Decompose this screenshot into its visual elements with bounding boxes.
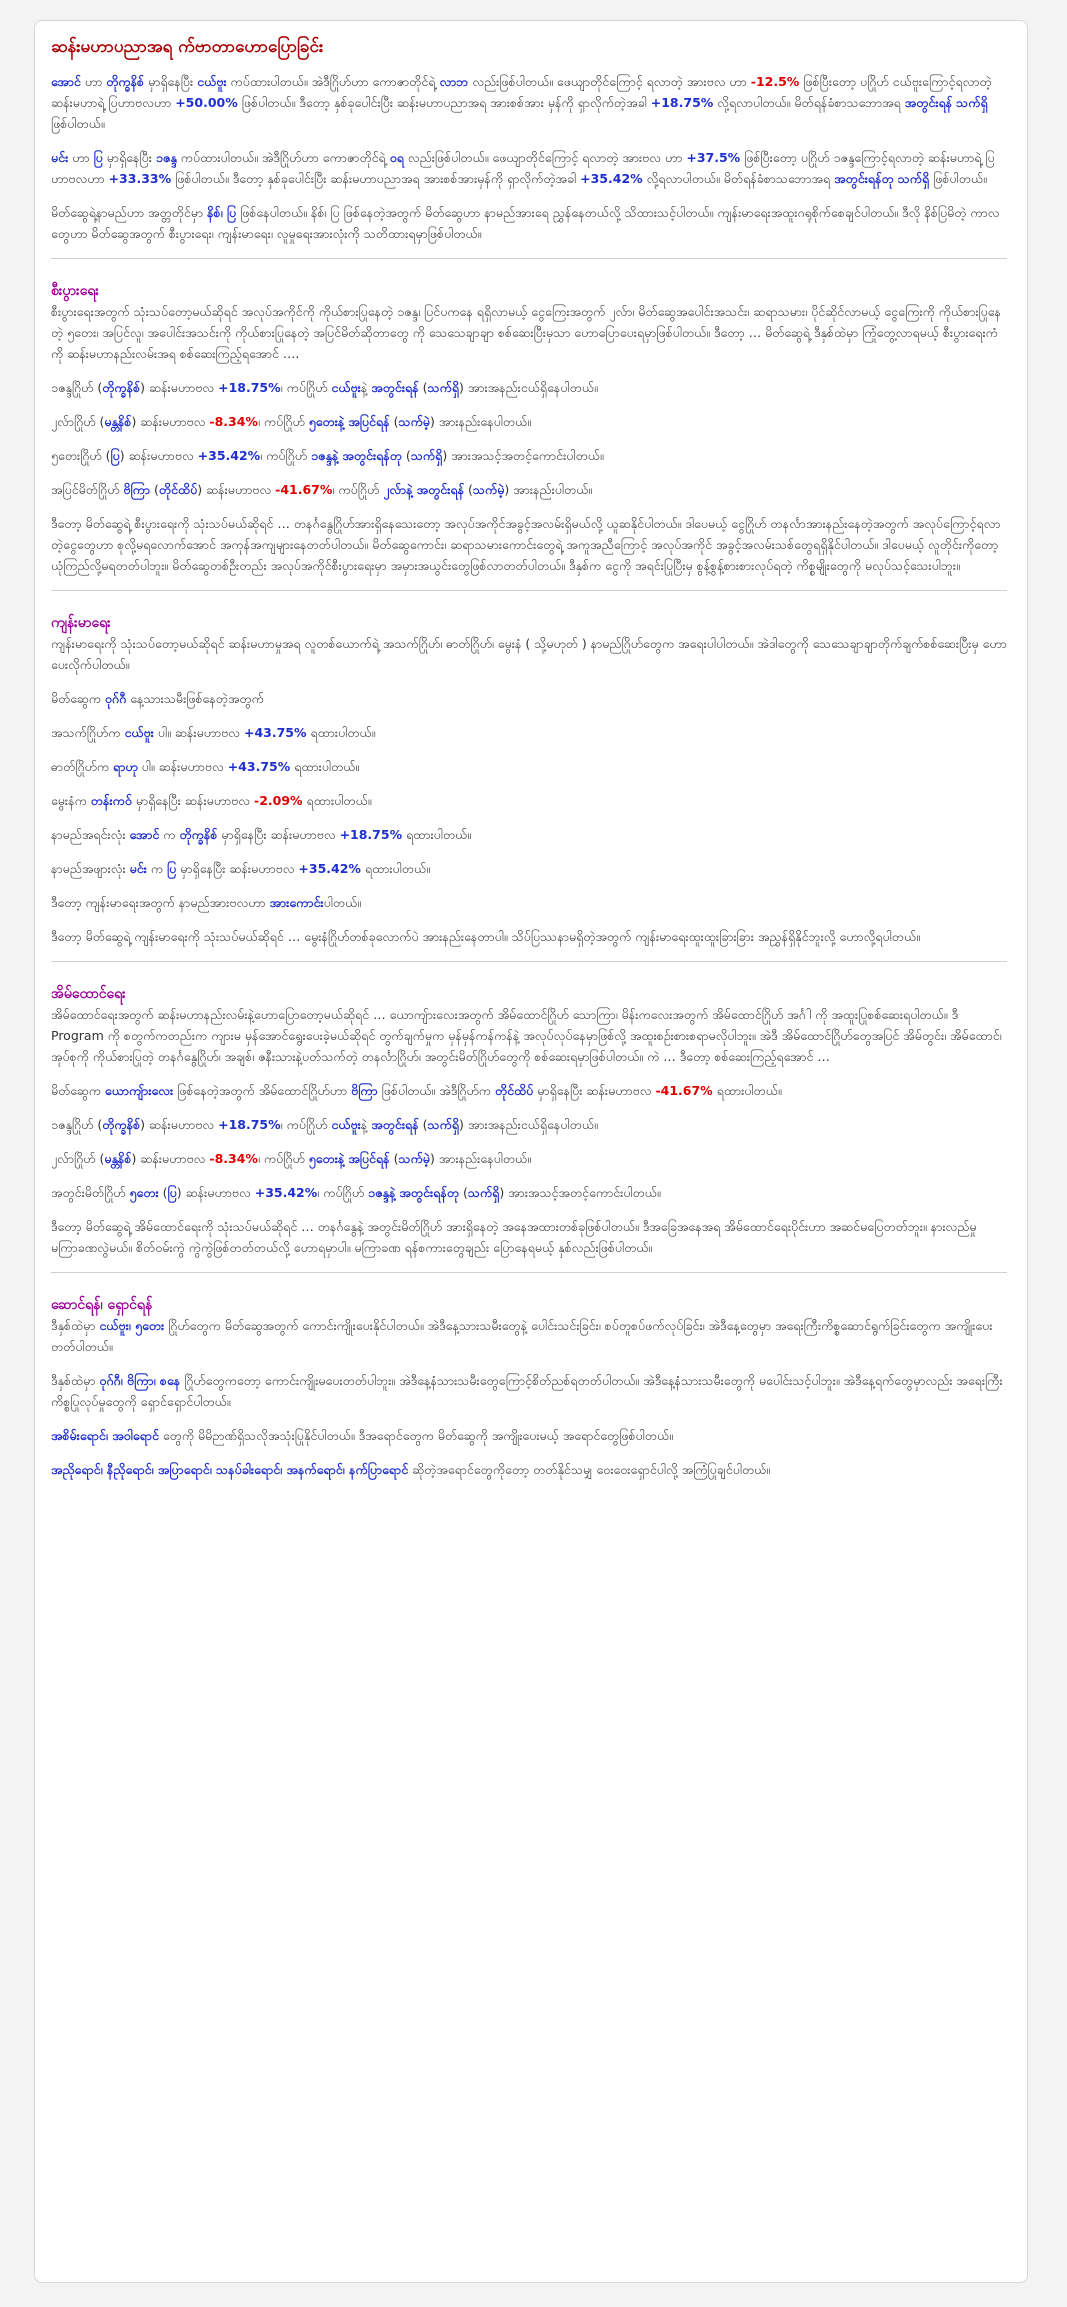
text-span: ( xyxy=(389,1151,399,1166)
text-span: ၁ဇန္ဒဂြိုဟ် ( xyxy=(51,1117,103,1132)
text-span: ၂လ်ာဂြိုဟ် ( xyxy=(51,414,105,429)
text-span: အတွင်းမိတ်ဂြိုဟ် xyxy=(51,1185,130,1200)
text-span: အတွင်းရန်တု xyxy=(834,171,894,186)
business-line-3 xyxy=(51,445,1007,466)
text-span: ကပ်ထားပါတယ်။ အဲဒီဂြိုဟ်ဟာ ကောဇာတိုင်ရဲ့ xyxy=(226,74,440,89)
home-line-1 xyxy=(51,1114,1007,1135)
text-span: +43.75% xyxy=(227,759,291,774)
text-span: ပြ xyxy=(110,448,120,463)
text-span: အသက်ဂြိုဟ်က xyxy=(51,725,125,740)
text-span: ) အားအနည်းငယ်ရှိနေပါတယ်။ xyxy=(459,1117,598,1132)
text-span: ၁ဇန္ဒနဲ့ xyxy=(310,448,339,463)
text-span: တန်းကဝ် xyxy=(90,793,132,808)
text-span: တိုင်ထိပ် xyxy=(158,482,198,497)
text-span: မိတ်ဆွေက xyxy=(51,691,105,706)
text-span: ဖြစ်ပါတယ်။ အဲဒီဂြိုဟ်က xyxy=(377,1083,495,1098)
text-span: ၂လ်ာဂြိုဟ် ( xyxy=(51,1151,105,1166)
health-summary: ဒီတော့ မိတ်ဆွေရဲ့ ကျန်းမာရေးကို သုံးသပ်မယ်ဆိုရင် … မွေးနံဂြိုဟ်တစ်ခုလောက်ပဲ အားနည်းနေတာပါ။ သိပ်ပြဿနာမရှိတဲ့အတွက် ကျန်းမာရေးထူးထူးခြားခြား အညွှန်ရှိနိုင်ဘူးလို့ ဟောလို့ရပါတယ်။ xyxy=(51,929,920,944)
text-span: တိုင်ထိပ် xyxy=(494,1083,534,1098)
text-span: ၂လ်ာနဲ့ xyxy=(383,482,413,497)
text-span: လာဘ xyxy=(439,74,469,89)
text-span: အားကောင်း xyxy=(269,895,324,910)
lucky-line-2 xyxy=(51,1370,1007,1412)
intro2-value1: +37.5% xyxy=(686,150,741,165)
text-span: တွေကို မိမိဉာဏ်ရှိသလိုအသုံးပြုနိုင်ပါတယ်။ ဒီအရောင်တွေက မိတ်ဆွေကို အကျိုးပေးမယ့် အရောင်တွေဖြစ်ပါတယ်။ xyxy=(158,1428,673,1443)
text-span: သက်ရှိ xyxy=(956,95,988,110)
text-span: ၁ဇန္ဒ xyxy=(155,150,177,165)
text-span: ၊ ကပ်ဂြိုဟ် xyxy=(332,482,384,497)
text-span: တိုက္ခနိစ် xyxy=(102,1117,141,1132)
text-span: သက်ရှိ xyxy=(427,1117,460,1132)
text-span: အပြင်မိတ်ဂြိုဟ် xyxy=(51,482,124,497)
text-span: ရထားပါတယ်။ xyxy=(712,1083,782,1098)
text-span: ဖြစ်ပါတယ်။ xyxy=(929,171,987,186)
text-span: အတွင်းရန် xyxy=(371,380,419,395)
text-span: အတွင်းရန် xyxy=(371,1117,419,1132)
text-span: ) ဆန်းမဟာဗလ xyxy=(131,414,210,429)
text-span: ပါ။ ဆန်းမဟာဗလ xyxy=(153,725,244,740)
text-span: သက်မဲ့ xyxy=(398,414,430,429)
text-span: -8.34% xyxy=(209,1151,258,1166)
avoid-colors xyxy=(51,1459,1007,1480)
health-line-0 xyxy=(51,688,1007,709)
text-span: ဖြစ်ပါတယ်။ xyxy=(51,116,105,131)
intro2-value2: +33.33% xyxy=(108,171,172,186)
text-span: ( xyxy=(401,448,411,463)
text-span: ( xyxy=(459,1185,468,1200)
text-span: +18.75% xyxy=(218,1117,281,1132)
text-span: သက်ရှိ xyxy=(427,380,460,395)
health-line-3 xyxy=(51,790,1007,811)
text-span: နေ့သားသမီးဖြစ်နေတဲ့အတွက် xyxy=(126,691,264,706)
section-divider xyxy=(51,1272,1007,1273)
text-span: ဖြစ်နေတဲ့အတွက် အိမ်ထောင်ဂြိုဟ်ဟာ xyxy=(173,1083,352,1098)
text-span: ၅တေးနဲ့ xyxy=(308,414,345,429)
text-span: -41.67% xyxy=(655,1083,713,1098)
text-span: ငယ်ဗူး xyxy=(331,380,361,395)
text-span: သက်မဲ့ xyxy=(472,482,505,497)
text-span: ၊ ကပ်ဂြိုဟ် xyxy=(257,1151,309,1166)
text-span: ငယ်ဗူး xyxy=(197,74,227,89)
text-span: က xyxy=(159,827,180,842)
text-span: မှာရှိနေပြီး ဆန်းမဟာဗလ xyxy=(217,827,340,842)
text-span: မန္တနိစ် xyxy=(104,1151,132,1166)
text-span: မိတ်ဆွေရဲ့နာမည်ဟာ အတ္တတိုင်မှာ xyxy=(51,205,208,220)
text-span: အပြင်ရန် xyxy=(348,414,390,429)
text-span: ) ဆန်းမဟာဗလ xyxy=(119,448,198,463)
text-span: လို့ရလာပါတယ်။ မိတ်ရန်ခံစာသဘောအရ xyxy=(642,171,835,186)
text-span: +18.75% xyxy=(218,380,281,395)
text-span: ( xyxy=(418,1117,428,1132)
text-span: သက်မဲ့ xyxy=(398,1151,430,1166)
section-title-lucky: ဆောင်ရန်၊ ရှောင်ရန် xyxy=(51,1297,153,1313)
text-span: ၅တေးဂြိုဟ် ( xyxy=(51,448,111,463)
text-span: ကပ်ထားပါတယ်။ အဲဒီဂြိုဟ်ဟာ ကောဇာတိုင်ရဲ့ xyxy=(176,150,390,165)
home-intro: အိမ်ထောင်ရေးအတွက် ဆန်းမဟာနည်းလမ်းနဲ့ဟောပြောတော့မယ်ဆိုရင် … ယောကျ်ားလေးအတွက် အိမ်ထောင်ဂြိုဟ် သောကြာ၊ မိန်းကလေးအတွက် အိမ်ထောင်ဂြိုဟ် အင်္ဂါ ကို အထူးပြုစစ်ဆေးရပါတယ်။ ဒီ Program ကို စတွက်ကတည်းက ကျားမ မှန်အောင်ရွေးပေးခဲ့မယ်ဆိုရင် တွက်ချက်မှုက မှန်မှန်ကန်ကန်နဲ့ အလုပ်လုပ်နေမှာဖြစ်လို့ အထူးစဉ်းစားစရာမလိုပါဘူး။ အဲဒီ အိမ်ထောင်ဂြိုဟ်တွေအပြင် အိမ်တွင်း၊ အိမ်ထောင်၊ အုပ်စုကို ကိုယ်စားပြုတဲ့ တနင်္ဂနွေဂြိုဟ်၊ အချစ်၊ ဇနီးသားနဲ့ပတ်သက်တဲ့ တနင်္လာဂြိုဟ်၊ အတွင်းမိတ်ဂြိုဟ်တွေကို စစ်ဆေးရမှာဖြစ်ပါတယ်။ ကဲ … ဒီတော့ စစ်ဆေးကြည့်ရအောင် … xyxy=(51,1007,1002,1064)
text-span: ငယ်ဗူး xyxy=(124,725,154,740)
text-span: သက်ရှိ xyxy=(410,448,443,463)
business-line-1 xyxy=(51,377,1007,398)
section-title-business: စီးပွားရေး xyxy=(51,283,99,299)
text-span: နဲ့ xyxy=(360,380,372,395)
text-span: နိစ်၊ ပြ xyxy=(207,205,237,220)
text-span: အောင် xyxy=(51,74,81,89)
text-span: ဖြစ်ပါတယ်။ ဒီတော့ နှစ်ခုပေါင်းပြီး ဆန်းမဟာပညာအရ အားစစ်အားမှန်ကို ရှာလိုက်တဲ့အခါ xyxy=(171,171,581,186)
text-span: ယောကျ်ားလေး xyxy=(104,1083,174,1098)
text-span: ပါတယ်။ xyxy=(323,895,361,910)
business-intro: စီးပွားရေးအတွက် သုံးသပ်တော့မယ်ဆိုရင် အလုပ်အကိုင်ကို ကိုယ်စားပြုနေတဲ့ ၁ဇန္ဒ၊ ပြင်ပကနေ ရရှိလာမယ့် ငွေကြေးအတွက် ၂လ်ာ၊ မိတ်ဆွေအပေါင်းအသင်း၊ ဆရာသမား၊ ပိုင်ဆိုင်လာမယ့် ငွေကြေးကို ကိုယ်စားပြုနေတဲ့ ၅တေး၊ အပြင်လူ၊ အပေါင်းအသင်းကို ကိုယ်စားပြုနေတဲ့ အပြင်မိတ်ဆိုတာတွေ ကို သေသေချာချာ စစ်ဆေးပြီးမှသာ ဟောပြောပေးရမှာဖြစ်ပါတယ်။ ဒီတော့ … မိတ်ဆွေရဲ့ ဒီနှစ်ထဲမှာ ကြုံတွေ့လာရမယ့် စီးပွားရေးကံကို ဆန်းမဟာနည်းလမ်းအရ စစ်ဆေးကြည့်ရအောင် …. xyxy=(51,304,1002,361)
text-span: ဂြိုဟ်တွေကတော့ ကောင်းကျိုးမပေးတတ်ပါဘူး။ အဲဒီနေ့နံသားသမီးတွေကြောင့်စိတ်ညစ်ရတတ်ပါတယ်။ အဲဒီနေ့နံသားသမီးတွေကို မပေါင်းသင့်ပါဘူး။ အဲဒီနေ့ရက်တွေမှာလည်း အရေးကြီးကိစ္စပြုလုပ်မှုတွေကို ရှောင်ရှောင်ပါတယ်။ xyxy=(51,1373,1003,1409)
text-span: ဒီနှစ်ထဲမှာ xyxy=(51,1373,100,1388)
intro-name-summary xyxy=(51,202,1007,244)
text-span: ဖြစ်ပြီးတော့ ပဂြိုဟ် ငယ်ဗူးကြောင့်ရလာတဲ့ ဆန်းမဟာရဲ့ ပြဟာဗလဟာ xyxy=(51,74,992,110)
business-line-4 xyxy=(51,479,1007,500)
text-span: ) အားနည်းနေပါတယ်။ xyxy=(429,1151,531,1166)
text-span: တိုက္ခနိစ် xyxy=(102,380,141,395)
text-span: သက်ရှိ xyxy=(467,1185,500,1200)
text-span: -41.67% xyxy=(275,482,333,497)
text-span: ငယ်ဗူး၊ ၅တေး xyxy=(99,1318,165,1333)
text-span: -2.09% xyxy=(254,793,303,808)
text-span: ၅တေးနဲ့ xyxy=(308,1151,345,1166)
business-summary: ဒီတော့ မိတ်ဆွေရဲ့ စီးပွားရေးကို သုံးသပ်မယ်ဆိုရင် … တနင်္ဂနွေဂြိုဟ်အားရှိနေသေးတော့ အလုပ်အကိုင်အခွင့်အလမ်းရှိမယ်လို့ ယူဆနိုင်ပါတယ်။ ဒါပေမယ့် ငွေဂြိုဟ် တနင်္လာအားနည်းနေတဲ့အတွက် အလုပ်ကြောင့်ရလာတဲ့ငွေတွေဟာ စုလို့မရလောက်အောင် အကုန်အကျများနေတတ်ပါတယ်။ မိတ်ဆွေကောင်း၊ ဆရာသမားကောင်းတွေရဲ့ အကူအညီကြောင့် အလုပ်အကိုင် အခွင့်အလမ်းသစ်တွေရရှိနိုင်ပါတယ်။ ဒါပေမယ့် လူတိုင်းကိုတော့ ယုံကြည်လို့မရတတ်ပါဘူး။ မိတ်ဆွေတစ်ဦးတည်း အလုပ်အကိုင်စီးပွားရေးမှာ အမှားအယွင်းတွေဖြစ်လာတတ်ပါတယ်။ ဒီနှစ်က ငွေကို အရင်းပြုပြီးမှ စွန့်စွန့်စားစားလုပ်ရတဲ့ ကိစ္စမျိုးတွေကို မလုပ်သင့်သေးပါဘူး။ xyxy=(51,516,1001,573)
text-span: ) အားနည်းပါတယ်။ xyxy=(504,482,593,497)
text-span: ) ဆန်းမဟာဗလ xyxy=(140,380,219,395)
intro-last-name xyxy=(51,147,1007,189)
text-span: ( xyxy=(158,1185,168,1200)
text-span: မှာရှိနေပြီး ဆန်းမဟာဗလ xyxy=(131,793,254,808)
text-span: ) ဆန်းမဟာဗလ xyxy=(197,482,276,497)
text-span: မိတ်ဆွေက xyxy=(51,1083,105,1098)
text-span: အတွင်းရန် xyxy=(904,95,953,110)
text-span: မှာရှိနေပြီး xyxy=(144,74,198,89)
text-span: ၅တေး xyxy=(129,1185,159,1200)
text-span: နာမည်အရင်းလုံး xyxy=(51,827,130,842)
text-span: ရထားပါတယ်။ xyxy=(302,793,372,808)
text-span: မှာရှိနေပြီး ဆန်းမဟာဗလ xyxy=(533,1083,656,1098)
text-span: ပါ။ ဆန်းမဟာဗလ xyxy=(137,759,228,774)
text-span: ) ဆန်းမဟာဗလ xyxy=(140,1117,219,1132)
text-span: ( xyxy=(418,380,428,395)
text-span: ) အားအသင့်အတင့်ကောင်းပါတယ်။ xyxy=(442,448,604,463)
health-line-4 xyxy=(51,824,1007,845)
text-span: ရထားပါတယ်။ xyxy=(290,759,360,774)
text-span: မွေးနံက xyxy=(51,793,91,808)
home-line-0 xyxy=(51,1080,1007,1101)
text-span: ရထားပါတယ်။ xyxy=(306,725,376,740)
text-span: -8.34% xyxy=(209,414,258,429)
lucky-colors xyxy=(51,1425,1007,1446)
text-span: ဖြစ်ပါတယ်။ ဒီတော့ နှစ်ခုပေါင်းပြီး ဆန်းမဟာပညာအရ အားစစ်အား မှန်ကို ရှာလိုက်တဲ့အခါ xyxy=(237,95,651,110)
health-line-1 xyxy=(51,722,1007,743)
section-title-health: ကျန်းမာရေး xyxy=(51,615,111,631)
text-span: ဖြစ်ပြီးတော့ ပဂြိုဟ် ၁ဇန္ဒကြောင့်ရလာတဲ့ ဆန်းမဟာရဲ့ ပြဟာဗလဟာ xyxy=(51,150,995,186)
text-span: ၊ ကပ်ဂြိုဟ် xyxy=(280,1117,332,1132)
text-span: ( xyxy=(389,414,399,429)
intro1-value2: +50.00% xyxy=(175,95,238,110)
text-span: အတွင်းရန် xyxy=(416,482,465,497)
text-span: အညိုရောင်၊ နီညိုရောင်၊ အပြာရောင်၊ သနပ်ခါးရောင်၊ အနက်ရောင်၊ နက်ပြာရောင် xyxy=(51,1462,409,1477)
text-span: ) ဆန်းမဟာဗလ xyxy=(176,1185,255,1200)
business-line-2 xyxy=(51,411,1007,432)
reading-card xyxy=(34,20,1028,2283)
text-span: လည်းဖြစ်ပါတယ်။ ဖေယျာတိုင်ကြောင့် ရလာတဲ့ အားဗလ ဟာ xyxy=(403,150,687,165)
text-span: ၁ဇန္ဒနဲ့ xyxy=(368,1185,396,1200)
text-span: နာမည်အဖျားလုံး xyxy=(51,861,130,876)
health-intro: ကျန်းမာရေးကို သုံးသပ်တော့မယ်ဆိုရင် ဆန်းမဟာမှုအရ လူတစ်ယောက်ရဲ့ အသက်ဂြိုဟ်၊ ဓာတ်ဂြိုဟ်၊ မွေးနံ ( သို့မဟုတ် ) နာမည်ဂြိုဟ်တွေက အရေးပါပါတယ်။ အဲဒါတွေကို သေသေချာချာတိုက်ချက်စစ်ဆေးပြီးမှ ဟောပေးလိုက်ပါတယ်။ xyxy=(51,636,1007,672)
intro2-value3: +35.42% xyxy=(580,171,643,186)
home-line-3 xyxy=(51,1182,1007,1203)
text-span: တိုက္ခနိစ် xyxy=(179,827,218,842)
text-span: ဟာ xyxy=(68,150,94,165)
text-span: ( xyxy=(150,482,159,497)
text-span: ဒီနှစ်ထဲမှာ xyxy=(51,1318,100,1333)
text-span: +35.42% xyxy=(197,448,261,463)
text-span: ဟာ xyxy=(80,74,107,89)
text-span: သက်ရှိ xyxy=(897,171,930,186)
text-span: က xyxy=(146,861,168,876)
text-span: ) ဆန်းမဟာဗလ xyxy=(131,1151,210,1166)
text-span: မှာရှိနေပြီး ဆန်းမဟာဗလ xyxy=(176,861,299,876)
text-span: +43.75% xyxy=(243,725,307,740)
text-span: အတွင်းရန်တု xyxy=(399,1185,459,1200)
text-span: +35.42% xyxy=(298,861,361,876)
text-span: ဗိကြာ xyxy=(351,1083,378,1098)
text-span: ဆိုတဲ့အရောင်တွေကိုတော့ တတ်နိုင်သမျှ ဝေးဝေးရှောင်ပါလို့ အကြံပြုချင်ပါတယ်။ xyxy=(408,1462,771,1477)
health-line-5 xyxy=(51,858,1007,879)
text-span: ) အားအနည်းငယ်ရှိနေပါတယ်။ xyxy=(459,380,598,395)
intro-first-name xyxy=(51,71,1007,134)
section-title-home: အိမ်ထောင်ရေး xyxy=(51,986,126,1002)
text-span: ဝုဂ်ဂီ xyxy=(104,691,127,706)
home-summary: ဒီတော့ မိတ်ဆွေရဲ့ အိမ်ထောင်ရေးကို သုံးသပ်မယ်ဆိုရင် … တနင်္ဂနွေနဲ့ အတွင်းမိတ်ဂြိုဟ် အားရှိနေတဲ့ အနေအထားတစ်ခုဖြစ်ပါတယ်။ ဒီအခြေအနေအရ အိမ်ထောင်ရေးပိုင်းဟာ အဆင်မပြေတတ်ဘူး။ နားလည်မှုမကြာခဏလွဲမယ်။ စိတ်ဝမ်းကွဲ ကွဲကွဲဖြစ်တတ်တယ်လို့ ဟောရမှာပါ။ မကြာခဏ ရန်စကားတွေချည်း ပြောနေရမယ့် နှစ်လည်းဖြစ်ပါတယ်။ xyxy=(51,1219,977,1255)
text-span: တိုက္ခနိစ် xyxy=(106,74,145,89)
text-span: အပြင်ရန် xyxy=(348,1151,390,1166)
text-span: ၊ ကပ်ဂြိုဟ် xyxy=(280,380,332,395)
text-span: ဗိကြာ xyxy=(123,482,151,497)
health-line-2 xyxy=(51,756,1007,777)
health-line-6 xyxy=(51,892,1007,913)
text-span: မှာရှိနေပြီး xyxy=(102,150,156,165)
page-title: ဆန်းမဟာပညာအရ က်ဗာတာဟောပြောခြင်း xyxy=(51,37,324,57)
text-span: ပြ xyxy=(167,1185,177,1200)
text-span: အတွင်းရန်တု xyxy=(342,448,402,463)
text-span: မင်း xyxy=(51,150,69,165)
text-span: ) အားနည်းနေပါတယ်။ xyxy=(429,414,531,429)
text-span: မင်း xyxy=(129,861,147,876)
text-span: ဒီတော့ ကျန်းမာရေးအတွက် နာမည်အားဗလဟာ xyxy=(51,895,270,910)
text-span: ရထားပါတယ်။ xyxy=(360,861,430,876)
section-divider xyxy=(51,258,1007,259)
text-span: ရာဟု xyxy=(113,759,138,774)
text-span: ရထားပါတယ်။ xyxy=(402,827,472,842)
text-span: ပြ xyxy=(93,150,103,165)
text-span: ( xyxy=(464,482,473,497)
text-span: ဓာတ်ဂြိုဟ်က xyxy=(51,759,114,774)
text-span: ငယ်ဗူး xyxy=(331,1117,361,1132)
text-span: လို့ရလာပါတယ်။ မိတ်ရန်ခံစာသဘောအရ xyxy=(713,95,905,110)
text-span: ပြ xyxy=(167,861,177,876)
text-span: ၊ ကပ်ဂြိုဟ် xyxy=(317,1185,369,1200)
text-span: မန္တနိစ် xyxy=(104,414,132,429)
home-line-2 xyxy=(51,1148,1007,1169)
text-span: အောင် xyxy=(129,827,160,842)
text-span: နဲ့ xyxy=(360,1117,372,1132)
text-span: အစိမ်းရောင်၊ အဝါရောင် xyxy=(51,1428,159,1443)
text-span: +35.42% xyxy=(254,1185,318,1200)
section-divider xyxy=(51,961,1007,962)
section-divider xyxy=(51,590,1007,591)
text-span: +18.75% xyxy=(339,827,403,842)
intro1-value1: -12.5% xyxy=(750,74,800,89)
text-span: ဝရ xyxy=(389,150,404,165)
text-span: ဂြိုဟ်တွေက မိတ်ဆွေအတွက် ကောင်းကျိုးပေးနိုင်ပါတယ်။ အဲဒီနေ့သားသမီးတွေနဲ့ ပေါင်းသင်းခြင်း၊ စပ်တူစပ်ဖက်လုပ်ခြင်း၊ အဲဒီနေ့တွေမှာ အရေးကြီးကိစ္စဆောင်ရွက်ခြင်းတွေက အကျိုးပေးတတ်ပါတယ်။ xyxy=(51,1318,993,1354)
lucky-line-1 xyxy=(51,1315,1007,1357)
text-span: ၊ ကပ်ဂြိုဟ် xyxy=(260,448,311,463)
text-span: ၁ဇန္ဒဂြိုဟ် ( xyxy=(51,380,103,395)
text-span: ၊ ကပ်ဂြိုဟ် xyxy=(257,414,309,429)
text-span: ဝုဂ်ဂီ၊ ဗိကြာ၊ စနေ xyxy=(99,1373,181,1388)
text-span: လည်းဖြစ်ပါတယ်။ ဖေယျာတိုင်ကြောင့် ရလာတဲ့ အားဗလ ဟာ xyxy=(468,74,751,89)
text-span: ဖြစ်နေပါတယ်။ နိစ်၊ ပြ ဖြစ်နေတဲ့အတွက် မိတ်ဆွေဟာ နာမည်အားရေ ညွှန်နေတယ်လို့ သိထားသင့်ပါတယ်။ ကျန်းမာရေးအထူးဂရုစိုက်စေချင်ပါတယ်။ ဒီလို နိစ်ပြမိတဲ့ ကာလတွေဟာ မိတ်ဆွေအတွက် စီးပွားရေး၊ ကျန်းမာရေး၊ လူမှုရေးအားလုံးကို သတိထားရမှာဖြစ်ပါတယ်။ xyxy=(51,205,1000,241)
text-span: ) အားအသင့်အတင့်ကောင်းပါတယ်။ xyxy=(499,1185,661,1200)
intro1-value3: +18.75% xyxy=(650,95,714,110)
